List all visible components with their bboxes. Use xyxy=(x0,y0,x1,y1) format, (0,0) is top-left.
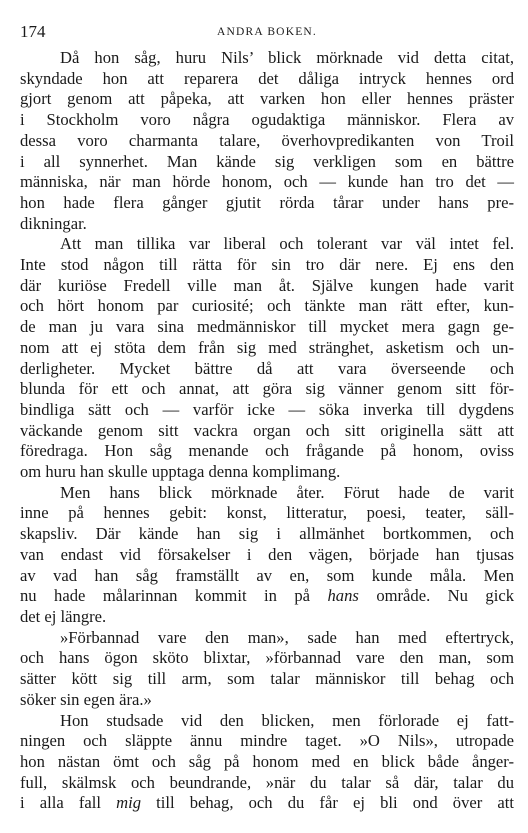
page-header xyxy=(20,22,514,46)
text-line: skapsliv. Där kände han sig i allmänhet bortkommen, och xyxy=(20,524,514,544)
text-line: dikningar. xyxy=(20,213,87,233)
running-head: ANDRA BOKEN. xyxy=(216,26,317,38)
text-line: om huru han skulle upptaga denna komplimang. xyxy=(20,462,341,482)
text-line: Då hon såg, huru Nils’ blick mörknade vid detta citat, xyxy=(60,48,514,67)
text-line: Hon studsade vid den blicken, men förlorade ej fatt- xyxy=(60,710,514,730)
paragraph xyxy=(20,711,514,815)
text-line: och hans ögon sköto blixtar, »förbannad vare den man, som xyxy=(20,648,514,668)
text-line: där kuriöse Fredell ville man åt. Själve kungen hade varit xyxy=(20,275,514,295)
text-line: söker sin egen ära.» xyxy=(20,689,152,709)
text-line: Inte stod någon till rätta för sin tro där nere. Ej ens den xyxy=(20,255,514,275)
text-line: Men hans blick mörknade åter. Förut hade de varit xyxy=(60,482,514,502)
text-line: i all synnerhet. Man kände sig verkligen som en bättre xyxy=(20,151,514,171)
text-line: inne på hennes gebit: konst, litteratur, poesi, teater, säll- xyxy=(20,503,514,523)
text-line: Att man tillika var liberal och tolerant var väl intet fel. xyxy=(60,234,514,254)
text-line: gjort genom att påpeka, att varken hon eller hennes präster xyxy=(20,89,514,109)
text-line: det ej längre. xyxy=(20,606,107,626)
text-line: skyndade hon att reparera det dåliga intryck hennes ord xyxy=(20,68,514,88)
paragraph xyxy=(20,234,514,482)
text-line: »Förbannad vare den man», sade han med eftertryck, xyxy=(60,627,514,647)
text-line: full, skälmsk och beundrande, »när du talar så där, talar du xyxy=(20,772,514,792)
text-line: väckande genom sitt vackra organ och sitt originella sätt att xyxy=(20,420,514,440)
text-line: ningen och släppte ännu mindre taget. »O Nils», utropade xyxy=(20,731,514,751)
page-number: 174 xyxy=(20,22,46,41)
text-line: i alla fall mig till behag, och du får ej bli ond över att xyxy=(20,793,514,813)
text-line: sätter kött sig till arm, som talar människor till behag och xyxy=(20,669,514,689)
text-line: dessa voro charmanta talare, överhovpredikanten von Troil xyxy=(20,130,514,150)
text-line: människa, när man hörde honom, och — kunde han tro det — xyxy=(20,172,514,192)
body-text xyxy=(20,48,514,814)
text-line: och hört honom par curiosité; och tänkte man rätt efter, kun- xyxy=(20,296,514,316)
text-line: hon nästan ömt och såg på honom med en blick både ånger- xyxy=(20,751,514,771)
text-line: de man ju vara sina medmänniskor till mycket mera gagn ge- xyxy=(20,317,514,337)
text-line: i Stockholm voro några ogudaktiga människor. Flera av xyxy=(20,110,514,130)
text-line: av vad han såg framställt av en, som kunde måla. Men xyxy=(20,565,514,585)
text-line: van endast vid försakelser i den vägen, började han tjusas xyxy=(20,544,514,564)
text-line: hon hade flera gånger gjutit rörda tårar under hans pre- xyxy=(20,192,514,212)
paragraph xyxy=(20,48,514,234)
paragraph xyxy=(20,628,514,711)
text-line: derligheter. Mycket bättre då att vara överseende och xyxy=(20,358,514,378)
text-line: nu hade målarinnan kommit in på hans område. Nu gick xyxy=(20,586,514,606)
paragraph xyxy=(20,483,514,628)
text-line: bindliga sätt och — varför icke — söka inverka till dygdens xyxy=(20,399,514,419)
text-line: blunda för ett och annat, att göra sig vänner genom sitt för- xyxy=(20,379,514,399)
text-line: föredraga. Hon såg menande och frågande på honom, oviss xyxy=(20,441,514,461)
text-line: nom att ej stöta dem från sig med stränghet, asketism och un- xyxy=(20,337,514,357)
